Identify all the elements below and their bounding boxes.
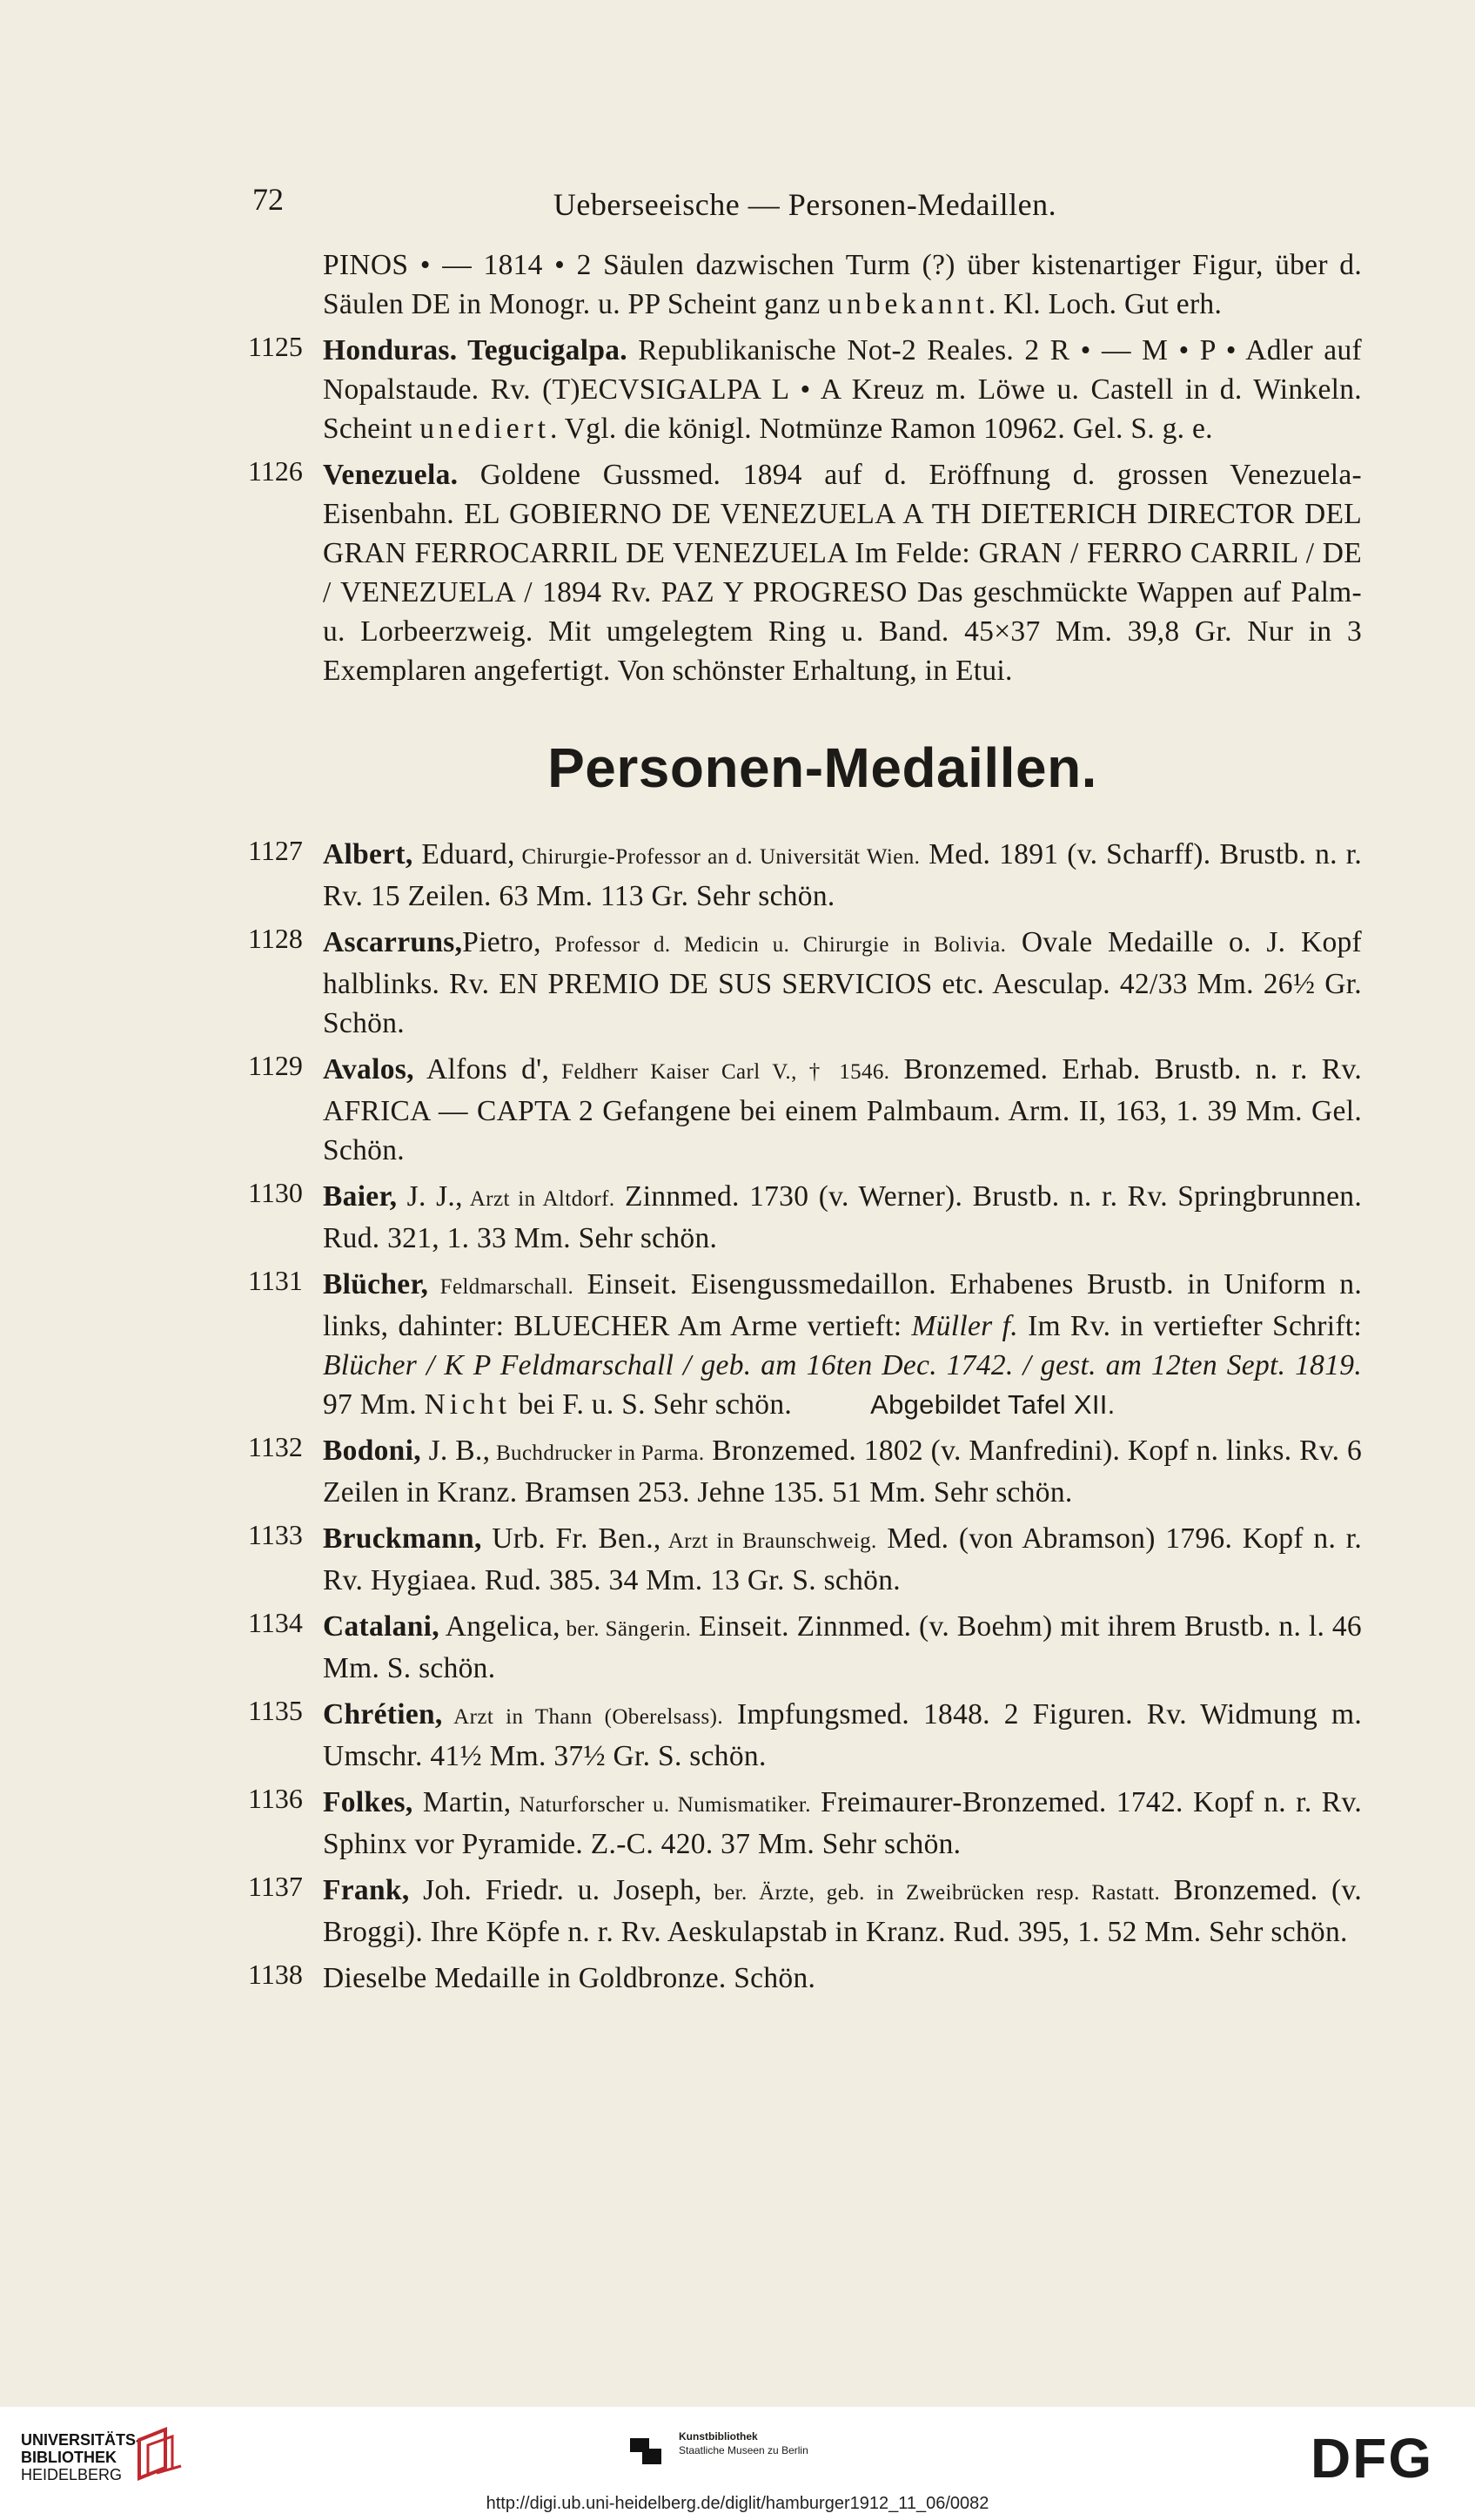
entry-text <box>323 1177 1362 1258</box>
catalog-entry-1127 <box>248 835 1362 916</box>
entry-number: 1129 <box>248 1050 303 1081</box>
kb-logo-line: Staatliche Museen zu Berlin <box>679 2444 808 2456</box>
entry-text-italic: Müller f. <box>911 1310 1018 1342</box>
entry-text <box>323 1783 1362 1864</box>
person-description: Feldherr Kaiser Carl V., † 1546. <box>549 1060 890 1084</box>
catalog-entry-1137 <box>248 1871 1362 1952</box>
entry-number: 1135 <box>248 1695 303 1726</box>
kunstbibliothek-mark-icon <box>627 2429 665 2468</box>
entry-text-part: Bronzemed. Erhab. Brustb. n. r. Rv. AFRICA — CAPTA 2 Gefangene bei einem Palmbaum. Arm. II, 163, 1. 39 Mm. Gel. Schön. <box>323 1053 1362 1166</box>
entry-text <box>323 1959 1362 1998</box>
person-name: Blücher, <box>323 1268 429 1300</box>
entry-text-part: . Kl. Loch. Gut erh. <box>988 288 1223 320</box>
section-title: Personen-Medaillen. <box>547 736 1097 799</box>
entry-text-part: Med. (von Abramson) 1796. Kopf n. r. Rv. Hygiaea. Rud. 385. 34 Mm. 13 Gr. S. schön. <box>323 1522 1363 1596</box>
entry-number: 1137 <box>248 1871 303 1902</box>
entry-number: 1136 <box>248 1783 303 1814</box>
entry-text-part: Ovale Medaille o. J. Kopf halblinks. Rv. EN PREMIO DE SUS SERVICIOS etc. Aesculap. 42/33 Mm. 26½ Gr. Schön. <box>323 926 1362 1039</box>
person-name: Catalani, <box>323 1610 439 1643</box>
entry-text-part: Med. 1891 (v. Scharff). Brustb. n. r. Rv. 15 Zeilen. 63 Mm. 113 Gr. Sehr schön. <box>323 838 1363 912</box>
entry-text-part: Dieselbe Medaille in Goldbronze. Schön. <box>323 1962 816 1994</box>
entry-text-part: Einseit. Eisengussmedaillon. Erhabenes Brustb. in Uniform n. links, dahinter: BLUECHER Am Arme vertieft: <box>323 1268 1362 1342</box>
entry-lead: Venezuela. <box>323 459 459 491</box>
catalog-entry-1135 <box>248 1695 1362 1776</box>
entry-text-italic: Blücher / K P Feldmarschall / geb. am 16ten Dec. 1742. / gest. am 12ten Sept. 1819. <box>323 1349 1362 1381</box>
entry-list <box>248 835 1362 1998</box>
catalog-entry-1129 <box>248 1050 1362 1170</box>
entry-text-part: 97 Mm. <box>323 1388 425 1421</box>
person-given-name: Eduard, <box>412 838 515 870</box>
page-number: 72 <box>252 182 284 217</box>
entry-number: 1126 <box>248 455 303 487</box>
person-name: Baier, <box>323 1180 398 1213</box>
entry-text <box>323 1265 1362 1424</box>
entry-number: 1133 <box>248 1519 303 1550</box>
catalog-entry-1125 <box>248 331 1362 448</box>
entry-number: 1130 <box>248 1177 303 1208</box>
catalog-entry-1138 <box>248 1959 1362 1998</box>
entry-text <box>323 1695 1362 1776</box>
person-description: Chirurgie-Professor an d. Universität Wien. <box>514 845 921 869</box>
person-name: Ascarruns, <box>323 926 463 958</box>
entry-text <box>323 245 1362 324</box>
entry-text-part: Bronzemed. (v. Broggi). Ihre Köpfe n. r. Rv. Aeskulapstab in Kranz. Rud. 395, 1. 52 Mm. Sehr schön. <box>323 1874 1362 1948</box>
entry-text-part: Freimaurer-Bronzemed. 1742. Kopf n. r. Rv. Sphinx vor Pyramide. Z.-C. 420. 37 Mm. Sehr schön. <box>323 1786 1362 1860</box>
entry-text <box>323 1050 1362 1170</box>
catalog-entry-1128 <box>248 923 1362 1043</box>
ub-logo-mark-icon <box>131 2424 209 2485</box>
person-description: Professor d. Medicin u. Chirurgie in Bolivia. <box>540 933 1007 957</box>
person-name: Folkes, <box>323 1786 413 1818</box>
person-name: Bruckmann, <box>323 1522 482 1555</box>
person-description: Buchdrucker in Parma. <box>490 1441 705 1465</box>
entry-number: 1128 <box>248 923 303 954</box>
plate-reference: Abgebildet Tafel XII. <box>870 1389 1116 1420</box>
person-given-name: Angelica, <box>439 1610 560 1643</box>
catalog-entry-1134 <box>248 1607 1362 1688</box>
person-description: Arzt in Altdorf. <box>462 1187 615 1211</box>
entry-text-part: Zinnmed. 1730 (v. Werner). Brustb. n. r. Rv. Springbrunnen. Rud. 321, 1. 33 Mm. Sehr schön. <box>323 1180 1362 1254</box>
catalog-entry-1131 <box>248 1265 1362 1424</box>
person-name: Albert, <box>323 838 413 870</box>
entry-number: 1134 <box>248 1607 303 1638</box>
running-title: Ueberseeische — Personen-Medaillen. <box>553 187 1057 222</box>
person-description: Naturforscher u. Numismatiker. <box>511 1793 811 1817</box>
ub-logo-line: BIBLIOTHEK <box>21 2449 117 2466</box>
ub-logo-line: HEIDELBERG <box>21 2466 123 2483</box>
dfg-logo: DFG <box>1311 2427 1434 2490</box>
entry-number: 1138 <box>248 1959 303 1990</box>
entry-text-part: Republikanische Not-2 Reales. 2 R • — M • P • Adler auf Nopalstaude. Rv. (T)ECVSIGALPA L • A Kreuz m. Löwe u. Castell in d. Winkeln. Scheint <box>323 334 1362 445</box>
entry-text-part: Goldene Gussmed. 1894 auf d. Eröffnung d. grossen Venezuela-Eisenbahn. EL GOBIERNO DE VENEZUELA A TH DIETERICH DIRECTOR DEL GRAN FERROCARRIL DE VENEZUELA Im Felde: GRAN / FERRO CARRIL / DE / VENEZUELA / 1894 Rv. PAZ Y PROGRESO Das geschmückte Wappen auf Palm- u. Lorbeerzweig. Mit umgelegtem Ring u. Band. 45×37 Mm. 39,8 Gr. Nur in 3 Exemplaren angefertigt. Von schönster Erhaltung, in Etui. <box>323 459 1362 687</box>
person-name: Frank, <box>323 1874 410 1906</box>
entry-text-part: PINOS • — 1814 • 2 Säulen dazwischen Turm (?) über kistenartiger Figur, über d. Säulen DE in Monogr. u. PP Scheint ganz <box>323 249 1362 320</box>
person-description: Arzt in Thann (Oberelsass). <box>442 1705 724 1729</box>
entry-text <box>323 1431 1362 1512</box>
entry-number: 1127 <box>248 835 303 866</box>
catalog-entry-continuation <box>248 245 1362 324</box>
entry-number: 1132 <box>248 1431 303 1462</box>
catalog-content <box>248 245 1362 2005</box>
entry-text-part: Bronzemed. 1802 (v. Manfredini). Kopf n. links. Rv. 6 Zeilen in Kranz. Bramsen 253. Jehne 135. 51 Mm. Sehr schön. <box>323 1435 1363 1509</box>
entry-lead: Honduras. Tegucigalpa. <box>323 334 627 366</box>
entry-text-spaced: unbekannt <box>828 288 989 320</box>
entry-text <box>323 455 1362 690</box>
entry-number: 1131 <box>248 1265 303 1296</box>
catalog-entry-1130 <box>248 1177 1362 1258</box>
ub-logo-line: UNIVERSITÄTS- <box>21 2431 142 2449</box>
ub-heidelberg-logo <box>21 2431 141 2483</box>
person-given-name: J. B., <box>420 1435 491 1467</box>
entry-number: 1125 <box>248 331 303 362</box>
source-url[interactable]: http://digi.ub.uni-heidelberg.de/diglit/hamburger1912_11_06/0082 <box>486 2494 989 2513</box>
entry-text-spaced: Nicht <box>424 1388 512 1421</box>
entry-text-part: Einseit. Zinnmed. (v. Boehm) mit ihrem Brustb. n. l. 46 Mm. S. schön. <box>323 1610 1362 1684</box>
person-name: Avalos, <box>323 1053 414 1085</box>
person-given-name: Martin, <box>412 1786 512 1818</box>
person-description: ber. Sängerin. <box>560 1617 692 1641</box>
catalog-entry-1136 <box>248 1783 1362 1864</box>
person-given-name: J. J., <box>397 1180 463 1213</box>
person-name: Chrétien, <box>323 1698 443 1730</box>
entry-text-spaced: unediert <box>419 413 551 445</box>
kb-logo-line: Kunstbibliothek <box>679 2430 758 2443</box>
person-given-name: Urb. Fr. Ben., <box>481 1522 661 1555</box>
entry-text-part: bei F. u. S. Sehr schön. <box>511 1388 793 1421</box>
entry-text <box>323 1519 1362 1600</box>
entry-text <box>323 1871 1362 1952</box>
person-given-name: Alfons d', <box>413 1053 550 1085</box>
person-given-name: Joh. Friedr. u. Joseph, <box>409 1874 702 1906</box>
person-description: ber. Ärzte, geb. in Zweibrücken resp. Rastatt. <box>701 1881 1161 1905</box>
catalog-entry-1133 <box>248 1519 1362 1600</box>
person-name: Bodoni, <box>323 1435 421 1467</box>
entry-text <box>323 923 1362 1043</box>
page-header <box>248 174 1362 226</box>
entry-text-part: Im Rv. in vertiefter Schrift: <box>1017 1310 1362 1342</box>
entry-text <box>323 1607 1362 1688</box>
catalog-entry-1132 <box>248 1431 1362 1512</box>
entry-text-part: Impfungsmed. 1848. 2 Figuren. Rv. Widmung m. Umschr. 41½ Mm. 37½ Gr. S. schön. <box>323 1698 1362 1772</box>
footer-bar <box>0 2407 1475 2520</box>
person-description: Feldmarschall. <box>428 1275 574 1299</box>
person-given-name: Pietro, <box>462 926 541 958</box>
catalog-entry-1126 <box>248 455 1362 690</box>
entry-text-part: . Vgl. die königl. Notmünze Ramon 10962. Gel. S. g. e. <box>550 413 1213 445</box>
entry-text <box>323 835 1362 916</box>
person-description: Arzt in Braunschweig. <box>660 1529 877 1553</box>
entry-text <box>323 331 1362 448</box>
